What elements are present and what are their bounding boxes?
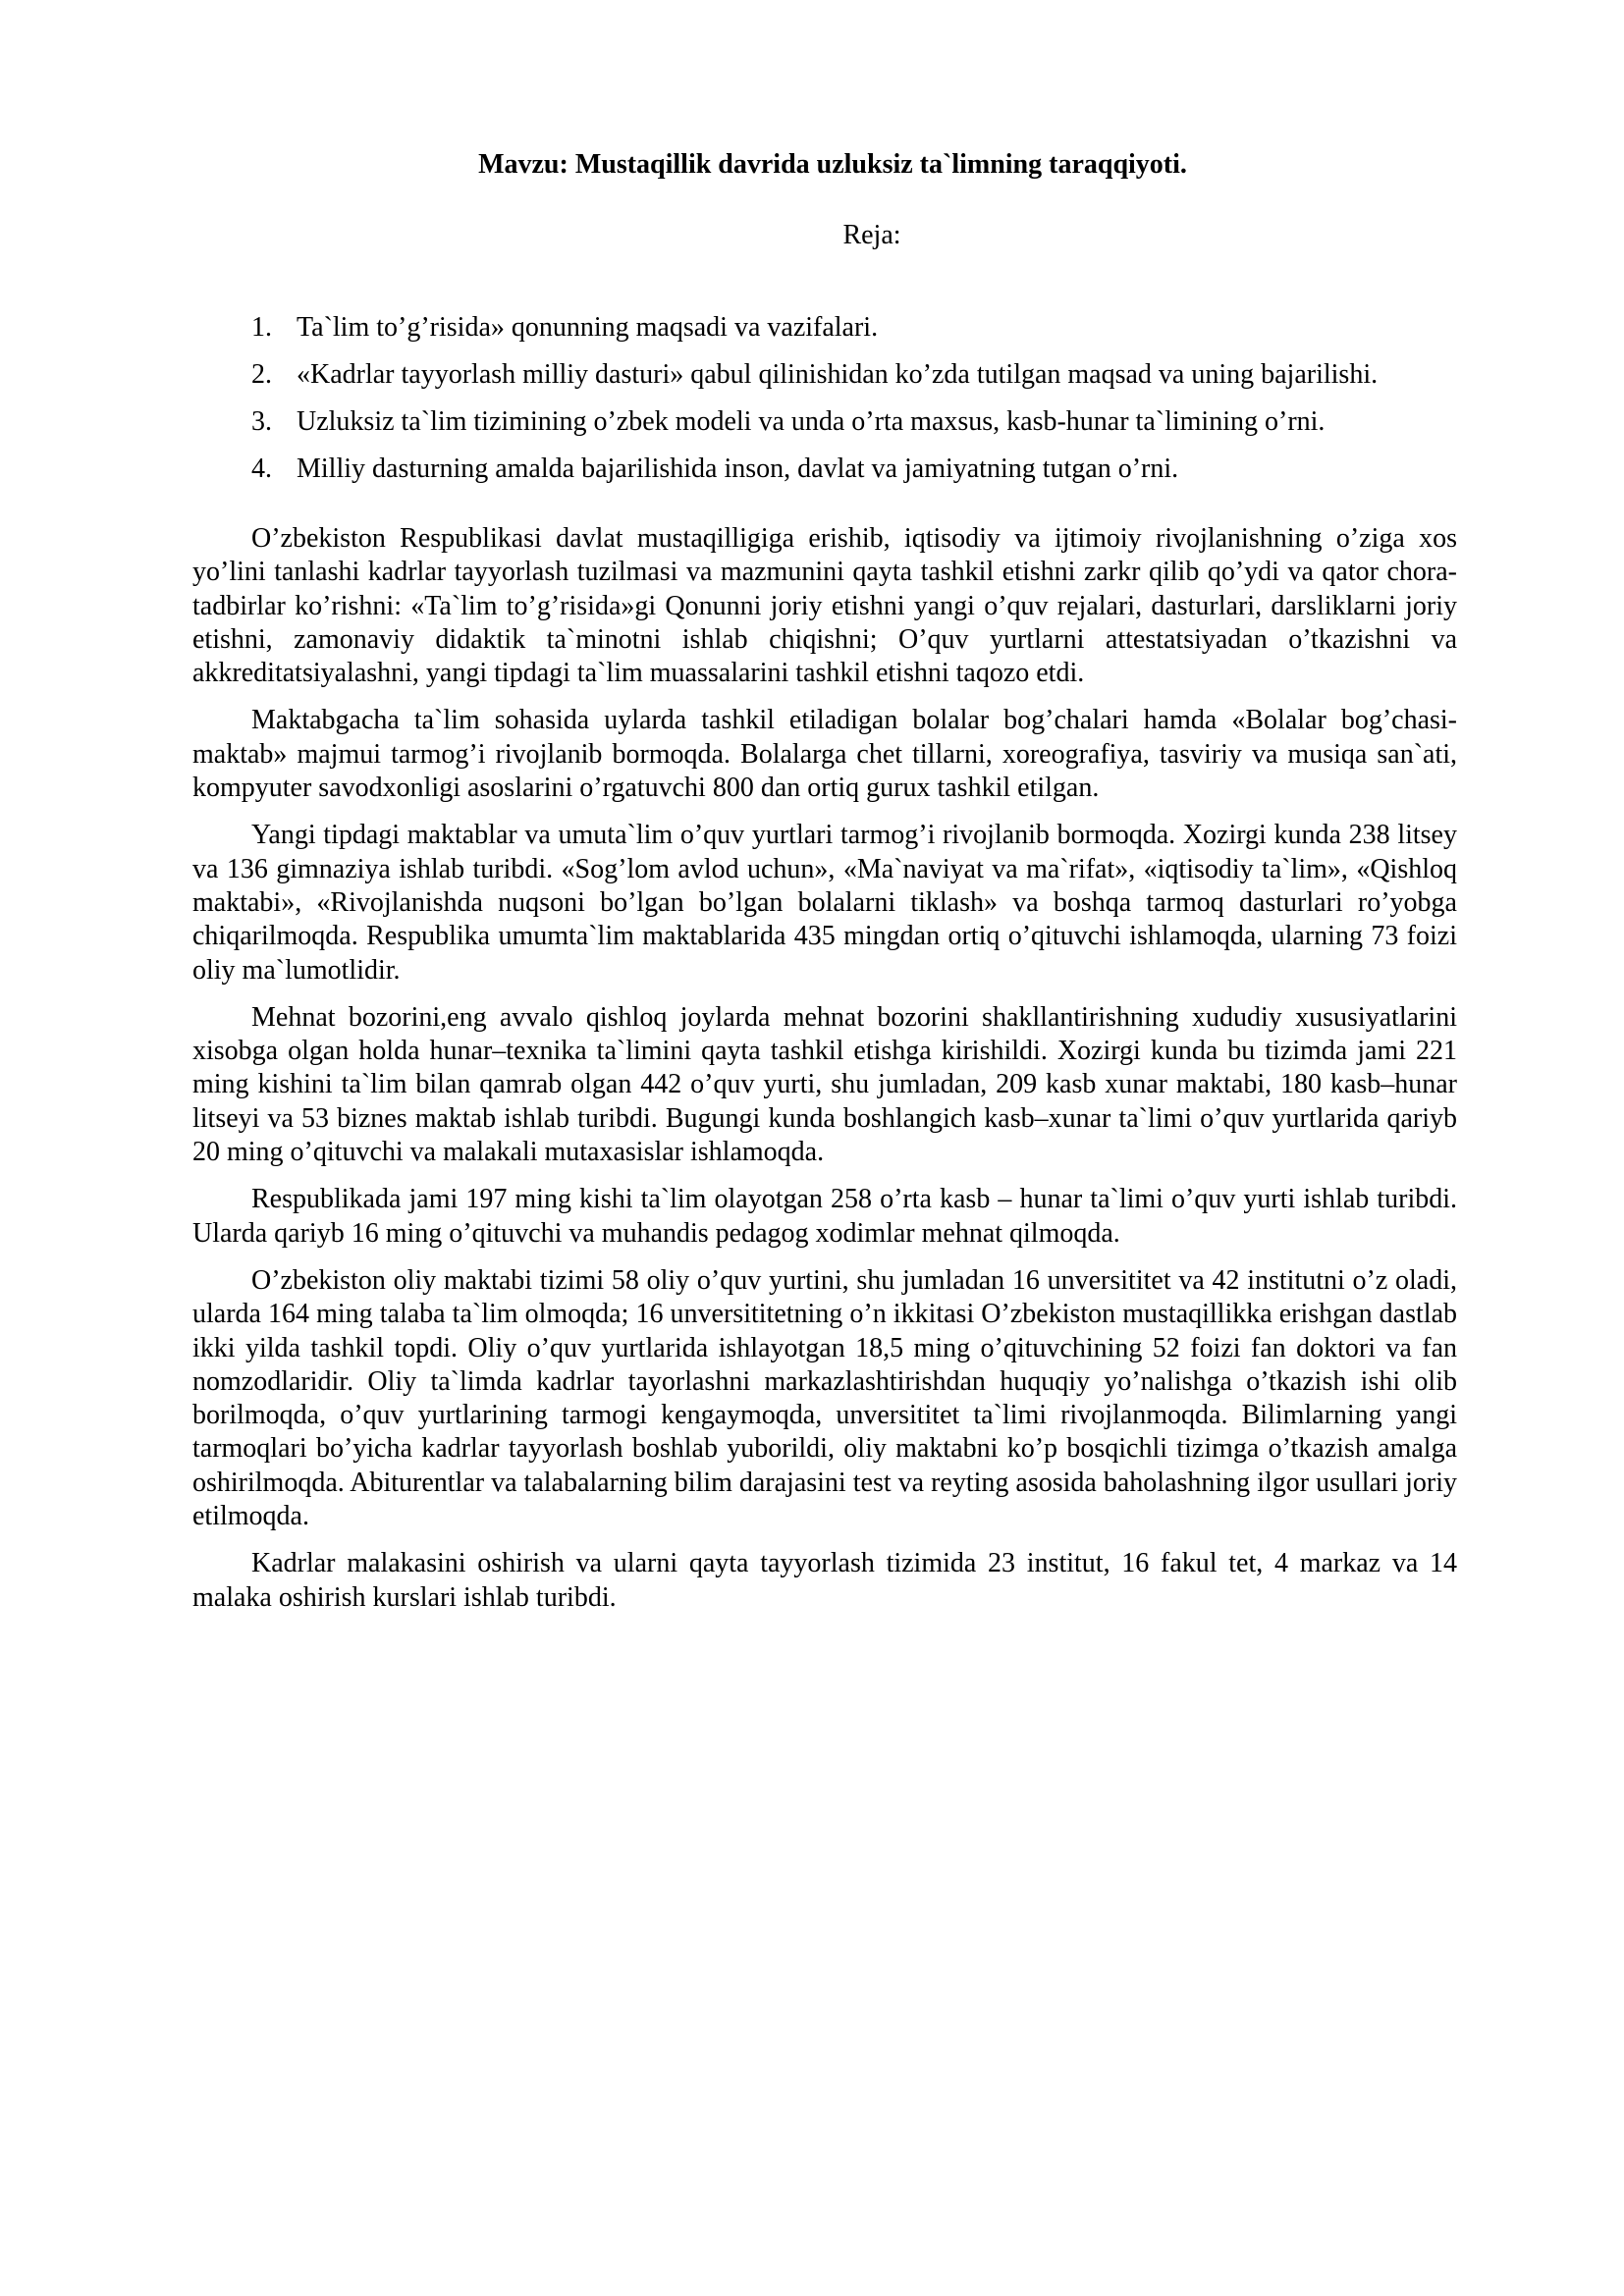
plan-item-number: 2. (251, 359, 272, 390)
body-paragraph: O’zbekiston oliy maktabi tizimi 58 oliy o’quv yurtini, shu jumladan 16 unversititet va 42 institutni o’z oladi, ularda 164 ming talaba ta`lim olmoqda; 16 unversititetning o’n ikkitasi O’zbekiston mustaqillikka erishgan dastlab ikki yilda tashkil topdi. Oliy o’quv yurtlarida ishlayotgan 18,5 ming o’qituvchining 52 foizi fan doktori va fan nomzodlaridir. Oliy ta`limda kadrlar tayorlashni markazlashtirishdan huquqiy yo’nalishga o’tkazish ishi olib borilmoqda, o’quv yurtlarining tarmogi kengaymoqda, unversititet ta`limi rivojlanmoqda. Bilimlarning yangi tarmoqlari bo’yicha kadrlar tayyorlash boshlab yuborildi, oliy maktabni ko’p bosqichli tizimga o’tkazish amalga oshirilmoqda. Abiturentlar va talabalarning bilim darajasini test va reyting asosida baholashning ilgor usullari joriy etilmoqda. (192, 1264, 1457, 1532)
plan-heading: Reja: (842, 220, 901, 250)
plan-item (192, 304, 1457, 351)
plan-item-number: 4. (251, 454, 272, 484)
body-paragraph: O’zbekiston Respublikasi davlat mustaqilligiga erishib, iqtisodiy va ijtimoiy rivojlanishning o’ziga xos yo’lini tanlashi kadrlar tayyorlash tuzilmasi va mazmunini qayta tashkil etishni zarkr qilib qo’ydi va qator chora-tadbirlar ko’rishni: «Ta`lim to’g’risida»gi Qonunni joriy etishni yangi o’quv rejalari, dasturlari, darsliklarni joriy etishni, zamonaviy didaktik ta`minotni ishlab chiqishni; O’quv yurtlarni attestatsiyadan o’tkazishni va akkreditatsiyalashni, yangi tipdagi ta`lim muassalarini tashkil etishni taqozo etdi. (192, 523, 1457, 689)
plan-item (192, 446, 1457, 493)
plan-item (192, 351, 1457, 399)
plan-item-text: Milliy dasturning amalda bajarilishida inson, davlat va jamiyatning tutgan o’rni. (297, 454, 1179, 484)
plan-item-number: 1. (251, 312, 272, 343)
document-title: Mavzu: Mustaqillik davrida uzluksiz ta`limning taraqqiyoti. (478, 149, 1187, 180)
plan-item-text: Ta`lim to’g’risida» qonunning maqsadi va vazifalari. (297, 312, 879, 343)
body-paragraph: Mehnat bozorini,eng avvalo qishloq joylarda mehnat bozorini shakllantirishning xududiy xususiyatlarini xisobga olgan holda hunar–texnika ta`limini qayta tashkil etishga kirishildi. Xozirgi kunda bu tizimda jami 221 ming kishini ta`lim bilan qamrab olgan 442 o’quv yurti, shu jumladan, 209 kasb xunar maktabi, 180 kasb–hunar litseyi va 53 biznes maktab ishlab turibdi. Bugungi kunda boshlangich kasb–xunar ta`limi o’quv yurtlarida qariyb 20 ming o’qituvchi va malakali mutaxasislar ishlamoqda. (192, 1001, 1457, 1168)
document-page (192, 147, 1457, 1615)
body-paragraph: Respublikada jami 197 ming kishi ta`lim olayotgan 258 o’rta kasb – hunar ta`limi o’quv yurti ishlab turibdi. Ularda qariyb 16 ming o’qituvchi va muhandis pedagog xodimlar mehnat qilmoqda. (192, 1184, 1457, 1249)
plan-item-text: «Kadrlar tayyorlash milliy dasturi» qabul qilinishidan ko’zda tutilgan maqsad va uning bajarilishi. (297, 359, 1379, 390)
plan-item-text: Uzluksiz ta`lim tizimining o’zbek modeli va unda o’rta maxsus, kasb-hunar ta`limining o’rni. (297, 406, 1326, 437)
body-paragraph: Yangi tipdagi maktablar va umuta`lim o’quv yurtlari tarmog’i rivojlanib bormoqda. Xozirgi kunda 238 litsey va 136 gimnaziya ishlab turibdi. «Sog’lom avlod uchun», «Ma`naviyat va ma`rifat», «iqtisodiy ta`lim», «Qishloq maktabi», «Rivojlanishda nuqsoni bo’lgan bo’lgan bolalarni tiklash» va boshqa tarmoq dasturlari ro’yobga chiqarilmoqda. Respublika umumta`lim maktablarida 435 mingdan ortiq o’qituvchi ishlamoqda, ularning 73 foizi oliy ma`lumotlidir. (192, 820, 1457, 986)
plan-list (192, 304, 1457, 493)
body-paragraph: Maktabgacha ta`lim sohasida uylarda tashkil etiladigan bolalar bog’chalari hamda «Bolalar bog’chasi-maktab» majmui tarmog’i rivojlanib bormoqda. Bolalarga chet tillarni, xoreografiya, tasviriy va musiqa san`ati, kompyuter savodxonligi asoslarini o’rgatuvchi 800 dan ortiq gurux tashkil etilgan. (192, 705, 1457, 804)
body-paragraph: Kadrlar malakasini oshirish va ularni qayta tayyorlash tizimida 23 institut, 16 fakul tet, 4 markaz va 14 malaka oshirish kurslari ishlab turibdi. (192, 1548, 1457, 1613)
plan-item (192, 399, 1457, 446)
plan-item-number: 3. (251, 406, 272, 437)
